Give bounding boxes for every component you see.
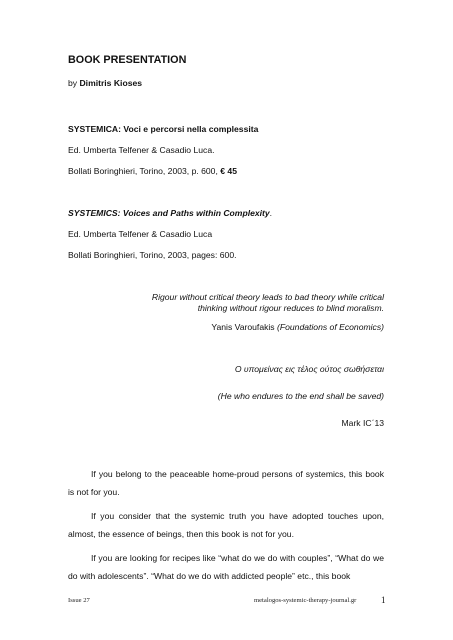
attribution-name: Yanis Varoufakis [211, 322, 275, 332]
footer-issue: Issue 27 [68, 597, 90, 604]
english-book-editors: Ed. Umberta Telfener & Casadio Luca [68, 229, 213, 239]
byline-prefix: by [68, 78, 78, 88]
italian-book-title: SYSTEMICA: Voci e percorsi nella complessita [68, 124, 259, 134]
italian-book-editors: Ed. Umberta Telfener & Casadio Luca. [68, 145, 215, 155]
body-paragraph-1: If you belong to the peaceable home-proud persons of systemics, this book is not for you. [68, 469, 384, 497]
greek-quote: Ο υπομείνας εις τέλος ούτος σωθήσεται [234, 364, 384, 374]
english-title-period: . [269, 208, 273, 218]
byline [68, 78, 142, 89]
body-text [68, 465, 384, 585]
english-book-title: SYSTEMICS: Voices and Paths within Complexity [68, 208, 270, 218]
scripture-reference: Mark IC΄13 [341, 418, 384, 428]
italian-publisher-text: Bollati Boringhieri, Torino, 2003, p. 600, [68, 166, 218, 176]
body-paragraph-2: If you consider that the systemic truth you have adopted touches upon, almost, the essence of beings, then this book is not for you. [68, 511, 384, 539]
italian-book-publisher [68, 166, 237, 177]
author-name: Dimitris Kioses [79, 78, 143, 88]
epigraph-line-2: thinking without rigour reduces to blind moralism. [197, 303, 384, 313]
attribution-work: (Foundations of Economics) [277, 322, 384, 332]
body-paragraph-3: If you are looking for recipes like “what do we do with couples”, “What do we do with adolescents”. “What do we do with addicted people” etc., this book [68, 553, 384, 581]
epigraph-attribution [211, 322, 384, 333]
epigraph-line-1: Rigour without critical theory leads to bad theory while critical [151, 292, 384, 302]
italian-book-price: € 45 [220, 166, 237, 176]
footer-website: metalogos-systemic-therapy-journal.gr [254, 597, 357, 604]
english-book-title-line [68, 208, 272, 219]
page-number: 1 [381, 595, 386, 605]
greek-quote-translation: (He who endures to the end shall be saved) [217, 391, 384, 401]
page-title: BOOK PRESENTATION [68, 54, 187, 66]
english-book-publisher: Bollati Boringhieri, Torino, 2003, pages: 600. [68, 250, 237, 260]
